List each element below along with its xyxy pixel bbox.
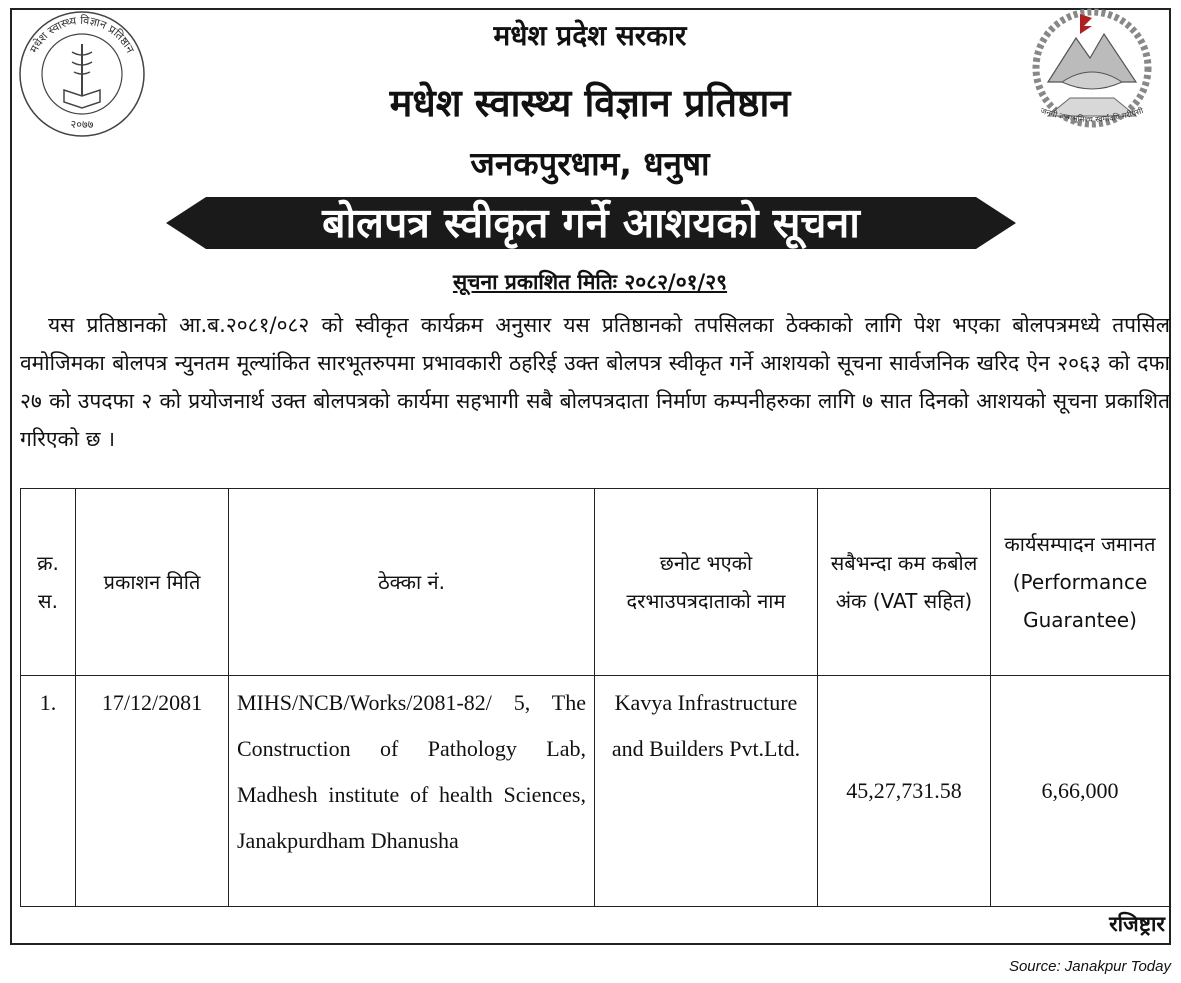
emblem-motto: जननी जन्मभूमिश्च स्वर्गादपि गरीयसी (1039, 106, 1145, 125)
col-bidder-name: छनोट भएको दरभाउपत्रदाताको नाम (595, 489, 818, 676)
signatory: रजिष्ट्रार (1109, 912, 1165, 936)
cell-serial: 1. (21, 676, 76, 907)
published-date (300, 268, 880, 296)
nepal-emblem (1018, 8, 1166, 134)
col-serial: क्र. स. (21, 489, 76, 676)
table-header-row (21, 489, 1170, 676)
location-title: जनकपुरधाम, धनुषा (470, 144, 710, 183)
bid-table (20, 488, 1170, 907)
cell-bidder: Kavya Infrastructure and Builders Pvt.Ltd. (595, 676, 818, 907)
notice-title: बोलपत्र स्वीकृत गर्ने आशयको सूचना (322, 199, 860, 247)
published-date-text: सूचना प्रकाशित मितिः २०८२/०१/२९ (452, 270, 728, 294)
cell-contract: MIHS/NCB/Works/2081-82/ 5, The Construction of Pathology Lab, Madhesh institute of health Sciences, Janakpurdham Dhanusha (229, 676, 595, 907)
source-credit: Source: Janakpur Today (1008, 958, 1171, 975)
seal-text: मधेश स्वास्थ्य विज्ञान प्रतिष्ठान (27, 13, 137, 56)
government-title: मधेश प्रदेश सरकार (493, 19, 687, 52)
cell-amount: 45,27,731.58 (818, 676, 991, 907)
col-bid-amount: सबैभन्दा कम कबोल अंक (VAT सहित) (818, 489, 991, 676)
cell-guarantee: 6,66,000 (991, 676, 1170, 907)
col-performance-guarantee: कार्यसम्पादन जमानत (Performance Guarantee) (991, 489, 1170, 676)
cell-date: 17/12/2081 (76, 676, 229, 907)
institute-title: मधेश स्वास्थ्य विज्ञान प्रतिष्ठान (389, 81, 791, 125)
col-publish-date: प्रकाशन मिति (76, 489, 229, 676)
notice-banner (166, 193, 1016, 253)
table-row (21, 676, 1170, 907)
notice-body: यस प्रतिष्ठानको आ.ब.२०८१/०८२ को स्वीकृत कार्यक्रम अनुसार यस प्रतिष्ठानको तपसिलका ठेक्काको लागि पेश भएका बोलपत्रमध्ये तपसिल वमोजिमका बोलपत्र न्युनतम मूल्यांकित सारभूतरुपमा प्रभावकारी ठहरिई उक्त बोलपत्र स्वीकृत गर्ने आशयको सूचना सार्वजनिक खरिद ऐन २०६३ को दफा २७ को उपदफा २ को प्रयोजनार्थ उक्त बोलपत्रको कार्यमा सहभागी सबै बोलपत्रदाता निर्माण कम्पनीहरुका लागि ७ सात दिनको आशयको सूचना प्रकाशित गरिएको छ । (20, 313, 1170, 451)
institute-seal (16, 10, 148, 138)
seal-year: २०७७ (70, 118, 94, 131)
col-contract-no: ठेक्का नं. (229, 489, 595, 676)
